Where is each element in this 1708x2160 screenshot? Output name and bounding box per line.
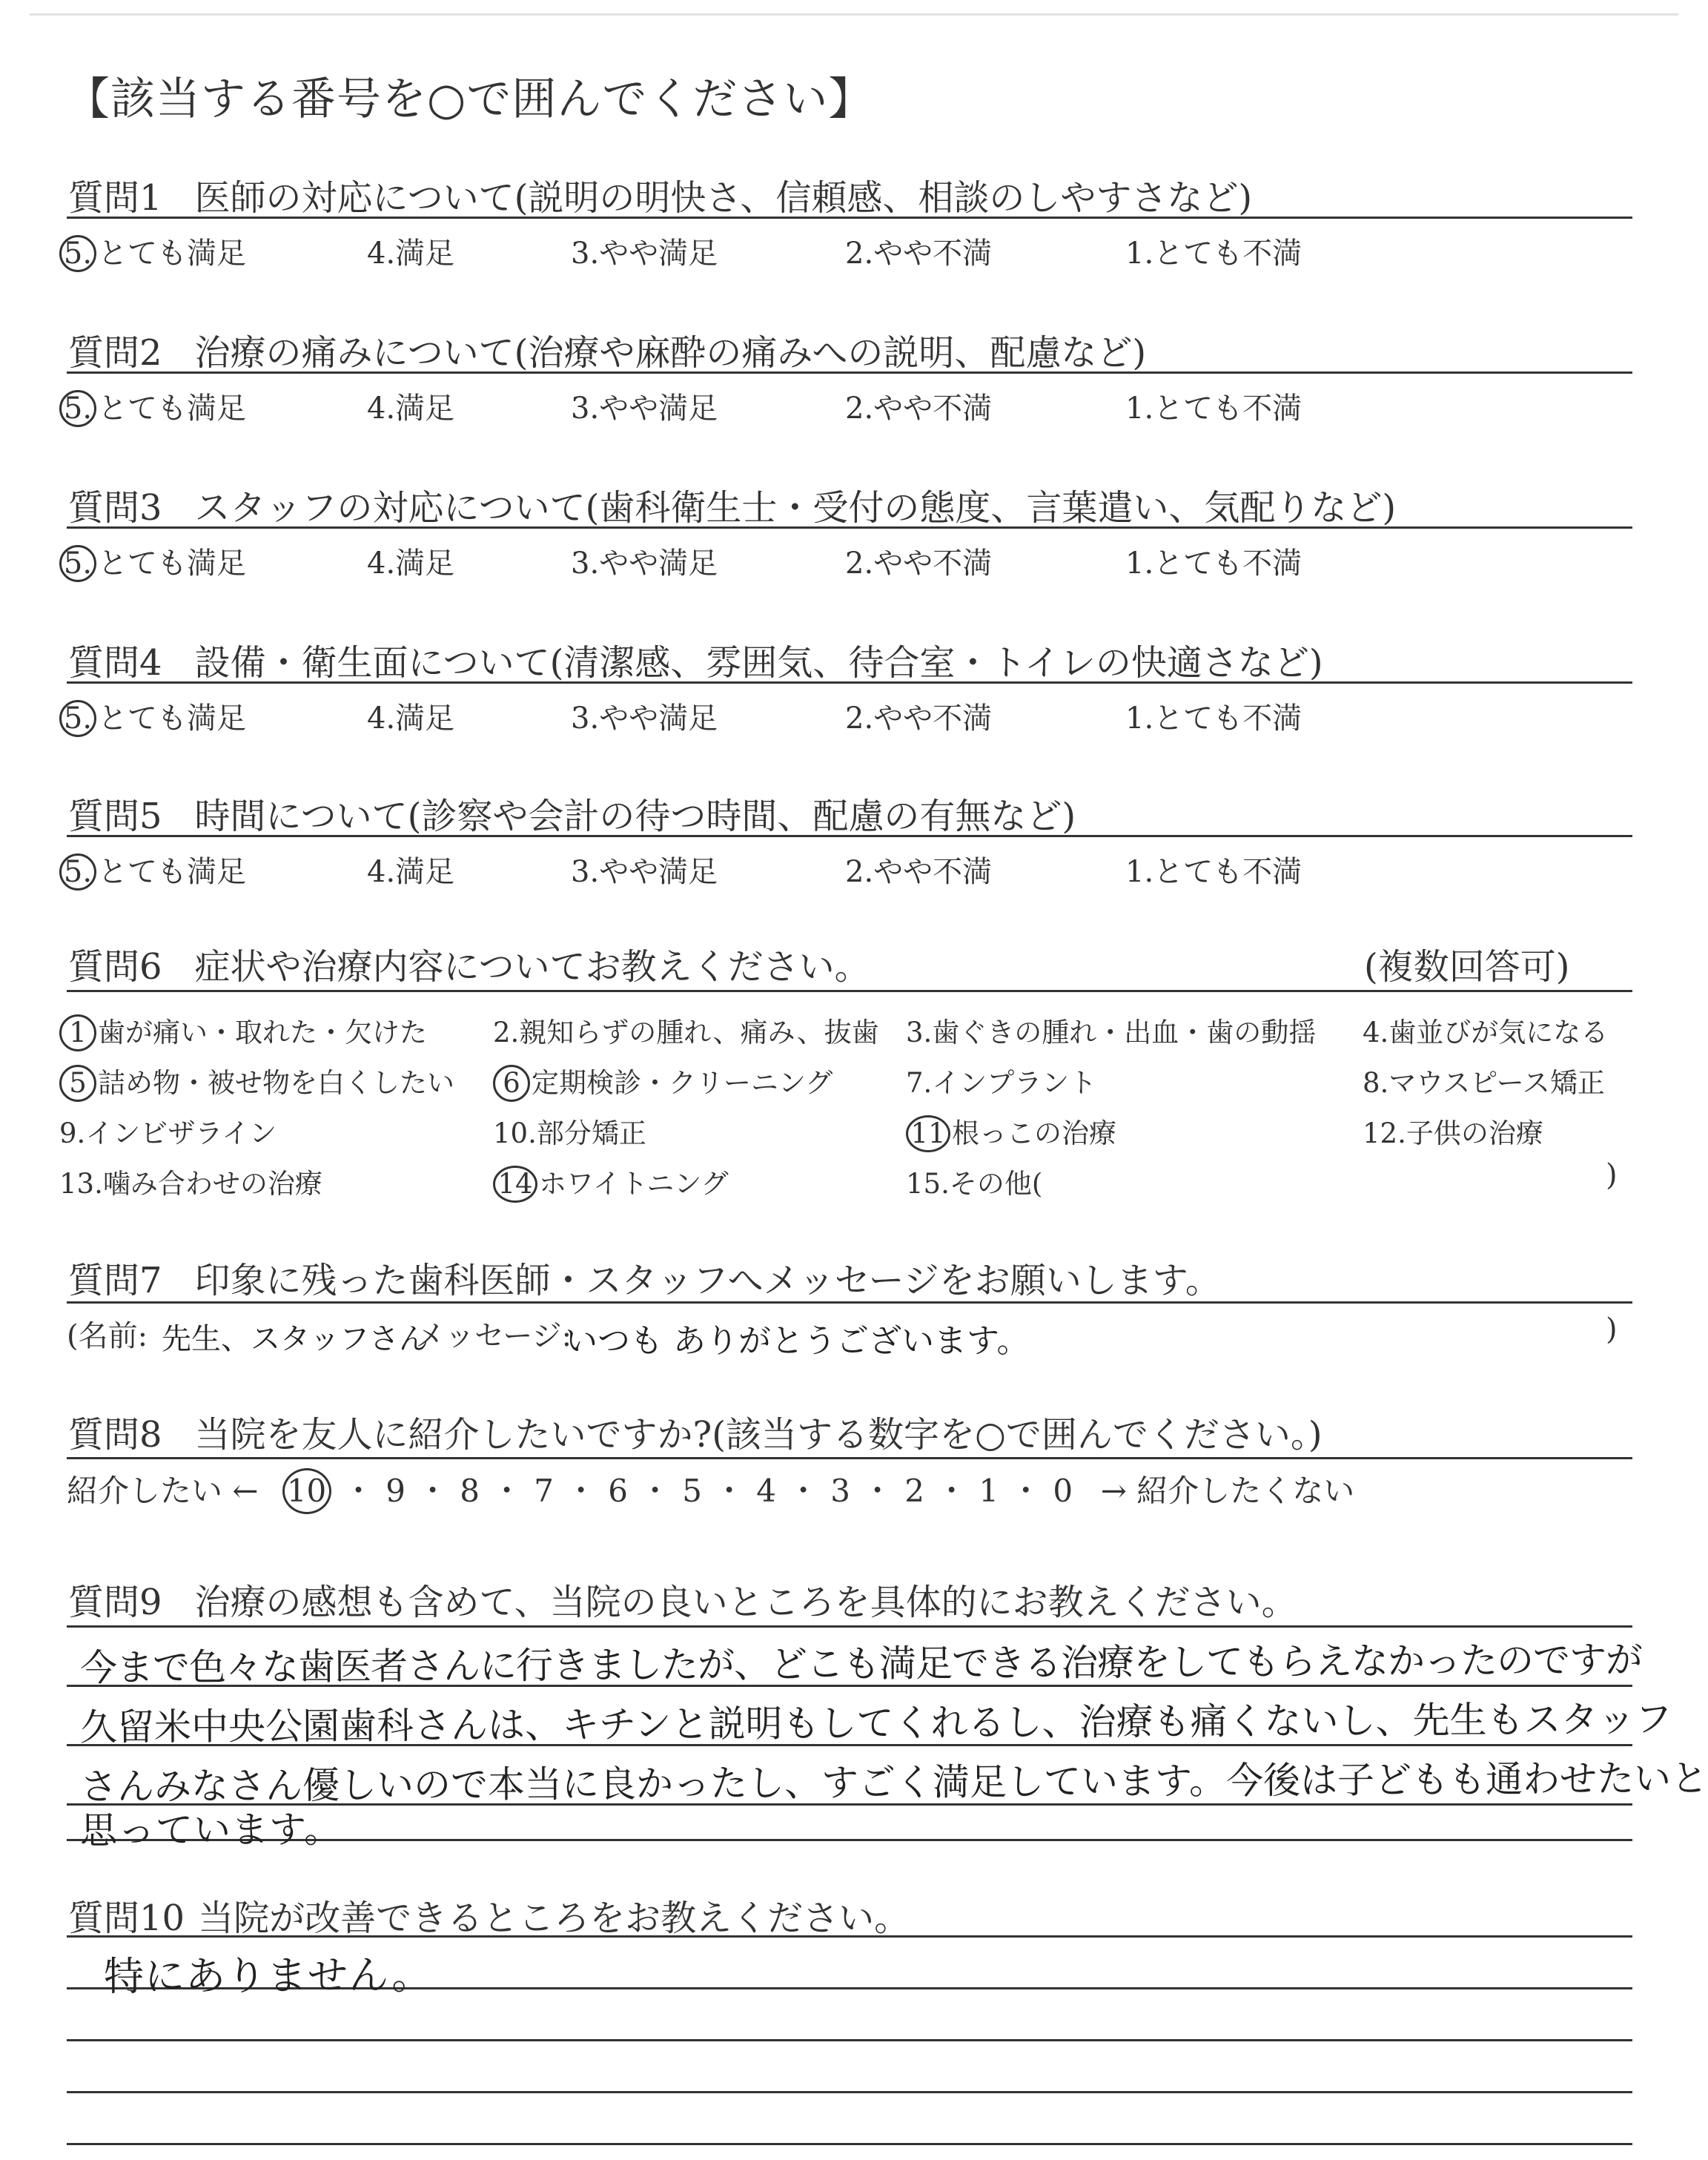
rule-line [67, 2143, 1632, 2145]
handwritten-message: いつも ありがとうございます。 [565, 1322, 1030, 1360]
message-label: メッセージ: [415, 1319, 572, 1353]
rating-option[interactable]: 2.やや不満 [845, 546, 993, 581]
scale-numbers [282, 1467, 1074, 1514]
question-6-title [68, 938, 870, 989]
option-label: とても満足 [98, 546, 246, 581]
option-label: ホワイトニング [539, 1168, 729, 1200]
rating-option[interactable]: 4.満足 [367, 855, 455, 889]
rating-option[interactable]: 3.やや満足 [571, 546, 718, 581]
selected-circle: 5. [59, 700, 96, 737]
handwritten-answer-line: 今まで色々な歯医者さんに行きましたが、どこも満足できる治療をしてもらえなかったのですが [79, 1638, 1643, 1690]
symptom-option[interactable] [59, 1010, 427, 1051]
rule-line [67, 990, 1632, 992]
rating-option[interactable]: 1.とても不満 [1125, 701, 1302, 736]
rule-line [67, 1625, 1632, 1628]
option-label: インビザライン [85, 1117, 277, 1149]
option-label: 歯並びが気になる [1388, 1017, 1609, 1048]
scale-left-label: 紹介したい ← [67, 1473, 259, 1509]
question-text: 時間について(診察や会計の待つ時間、配慮の有無など) [194, 796, 1076, 837]
scale-separator: ・ [1010, 1473, 1042, 1509]
rule-line [67, 2091, 1632, 2093]
question-number: 質問7 [68, 1260, 162, 1301]
rating-option[interactable]: 1.とても不満 [1125, 546, 1302, 581]
question-9-title [68, 1573, 1297, 1625]
rule-line [67, 371, 1632, 374]
scale-number[interactable]: 9 [385, 1473, 406, 1509]
rule-line [67, 1457, 1632, 1459]
question-text: 医師の対応について(説明の明快さ、信頼感、相談のしやすさなど) [194, 177, 1253, 219]
rating-option[interactable]: 4.満足 [367, 701, 455, 736]
symptom-option[interactable] [1363, 1010, 1608, 1050]
selected-circle: 5 [59, 1065, 96, 1102]
option-number: 10. [493, 1117, 537, 1149]
selected-circle: 5. [59, 545, 96, 582]
option-label: 定期検診・クリーニング [532, 1067, 833, 1099]
option-label: 根っこの治療 [952, 1117, 1116, 1149]
rule-line [67, 835, 1632, 837]
option-number: 4. [1363, 1017, 1389, 1048]
option-label: 子供の治療 [1406, 1117, 1543, 1149]
option-number: 12. [1363, 1117, 1406, 1149]
question-text: 治療の痛みについて(治療や麻酔の痛みへの説明、配慮など) [194, 332, 1147, 374]
question-1-title [68, 169, 1252, 220]
scale-number[interactable]: 7 [534, 1473, 554, 1509]
question-5-title [68, 787, 1076, 839]
question-text: 当院を友人に紹介したいですか?(該当する数字を○で囲んでください。) [194, 1414, 1323, 1456]
scale-number[interactable]: 1 [979, 1473, 999, 1509]
rule-line [67, 1301, 1632, 1304]
option-number: 15. [906, 1168, 950, 1200]
scale-separator: ・ [417, 1473, 448, 1509]
symptom-option[interactable] [59, 1060, 454, 1102]
selected-circle: 5. [59, 235, 96, 272]
option-number: 2. [493, 1017, 520, 1048]
symptom-option[interactable] [1363, 1060, 1605, 1100]
option-label: その他( [949, 1168, 1043, 1200]
option-label: 噛み合わせの治療 [102, 1168, 322, 1200]
rating-option[interactable] [59, 848, 246, 891]
symptom-option[interactable] [1363, 1111, 1543, 1151]
rating-option[interactable]: 3.やや満足 [571, 701, 718, 736]
rule-line [67, 526, 1632, 529]
rating-option[interactable]: 2.やや不満 [845, 237, 993, 271]
rating-option[interactable]: 3.やや満足 [571, 855, 718, 889]
rating-option[interactable]: 1.とても不満 [1125, 855, 1302, 889]
option-number: 8. [1363, 1067, 1389, 1099]
selected-circle: 11 [906, 1115, 950, 1152]
rating-option[interactable]: 1.とても不満 [1125, 237, 1302, 271]
selected-circle: 6 [493, 1065, 530, 1102]
scale-separator: ・ [787, 1473, 819, 1509]
option-label: マウスピース矯正 [1388, 1067, 1605, 1099]
handwritten-answer-line: 思っています。 [79, 1808, 342, 1852]
rating-option[interactable] [59, 230, 246, 272]
scale-separator: ・ [713, 1473, 745, 1509]
question-text: 設備・衛生面について(清潔感、雰囲気、待合室・トイレの快適さなど) [194, 642, 1323, 684]
scale-number[interactable]: 2 [904, 1473, 925, 1509]
option-number: 13. [59, 1168, 103, 1200]
question-text: スタッフの対応について(歯科衛生士・受付の態度、言葉遣い、気配りなど) [194, 487, 1397, 529]
rule-line [67, 2039, 1632, 2041]
rating-option[interactable]: 3.やや満足 [571, 392, 718, 426]
symptom-option[interactable] [493, 1010, 879, 1050]
rule-line [67, 1935, 1632, 1938]
scale-separator: ・ [342, 1473, 374, 1509]
handwritten-answer-line: 久留米中央公園歯科さんは、キチンと説明もしてくれるし、治療も痛くないし、先生もスタッフ [79, 1697, 1672, 1749]
question-4-title [68, 634, 1323, 685]
scale-separator: ・ [639, 1473, 671, 1509]
option-label: とても満足 [98, 237, 246, 271]
scale-separator: ・ [491, 1473, 523, 1509]
selected-circle: 5. [59, 390, 96, 427]
symptom-option[interactable] [906, 1060, 1096, 1100]
scale-number[interactable]: 6 [608, 1473, 628, 1509]
rating-option[interactable]: 2.やや不満 [845, 701, 993, 736]
rating-option[interactable] [59, 695, 246, 737]
question-number: 質問3 [68, 487, 162, 529]
option-label: 部分矯正 [536, 1117, 646, 1149]
other-close-paren: ) [1606, 1158, 1618, 1192]
option-label: 歯が痛い・取れた・欠けた [98, 1017, 427, 1048]
question-number: 質問9 [68, 1582, 162, 1623]
rating-option[interactable] [59, 385, 246, 427]
rule-line [67, 681, 1632, 684]
option-label: 歯ぐきの腫れ・出血・歯の動揺 [932, 1017, 1317, 1048]
question-3-title [68, 479, 1396, 530]
scale-separator: ・ [936, 1473, 967, 1509]
question-10-title [68, 1889, 910, 1941]
symptom-option[interactable] [59, 1161, 322, 1201]
symptom-option[interactable] [493, 1111, 646, 1151]
symptom-option[interactable] [906, 1161, 1042, 1201]
rating-option[interactable]: 4.満足 [367, 237, 455, 271]
question-number: 質問5 [68, 796, 162, 837]
page-heading: 【該当する番号を○で囲んでください】 [65, 73, 874, 125]
symptom-option[interactable] [906, 1111, 1116, 1152]
question-number: 質問1 [68, 177, 162, 219]
symptom-option[interactable] [906, 1010, 1316, 1050]
option-label: 詰め物・被せ物を白くしたい [98, 1067, 454, 1099]
rule-line [67, 217, 1632, 219]
top-border [30, 13, 1678, 16]
question-8-title [68, 1406, 1323, 1457]
symptom-option[interactable] [493, 1161, 729, 1203]
question-text: 印象に残った歯科医師・スタッフへメッセージをお願いします。 [194, 1260, 1221, 1301]
symptom-option[interactable] [59, 1111, 277, 1151]
rating-option[interactable]: 2.やや不満 [845, 855, 993, 889]
question-text: 当院が改善できるところをお教えください。 [198, 1898, 910, 1939]
scale-separator: ・ [861, 1473, 893, 1509]
option-number: 9. [59, 1117, 86, 1149]
multi-answer-note: (複数回答可) [1364, 946, 1570, 988]
selected-circle: 1 [59, 1014, 96, 1051]
question-7-title [68, 1252, 1221, 1303]
scale-number[interactable]: 3 [830, 1473, 851, 1509]
rating-option[interactable]: 2.やや不満 [845, 392, 993, 426]
option-number: 3. [906, 1017, 933, 1048]
scale-number[interactable]: 4 [756, 1473, 776, 1509]
rating-option[interactable] [59, 540, 246, 582]
handwritten-answer-line: さんみなさん優しいので本当に良かったし、すごく満足しています。今後は子どもも通わせたいと [79, 1757, 1708, 1809]
question-number: 質問2 [68, 332, 162, 374]
rating-option[interactable]: 4.満足 [367, 392, 455, 426]
rating-option[interactable]: 1.とても不満 [1125, 392, 1302, 426]
question-number: 質問6 [68, 946, 162, 988]
handwritten-answer-line: 特にありません。 [103, 1951, 433, 2001]
question-number: 質問8 [68, 1414, 162, 1456]
scale-separator: ・ [565, 1473, 597, 1509]
handwritten-name: 先生、スタッフさん [162, 1322, 428, 1356]
rating-option[interactable]: 4.満足 [367, 546, 455, 581]
scale-number[interactable]: 8 [460, 1473, 480, 1509]
recommend-scale [67, 1467, 1631, 1514]
name-label: (名前: [67, 1319, 148, 1353]
question-text: 治療の感想も含めて、当院の良いところを具体的にお教えください。 [194, 1582, 1297, 1623]
option-label: とても満足 [98, 701, 246, 736]
selected-circle: 5. [59, 853, 96, 891]
question-number: 質問10 [68, 1898, 185, 1939]
message-close-paren: ) [1606, 1312, 1618, 1347]
scale-number[interactable]: 5 [682, 1473, 702, 1509]
rating-option[interactable]: 3.やや満足 [571, 237, 718, 271]
option-label: とても満足 [98, 855, 246, 889]
selected-circle[interactable]: 10 [282, 1468, 331, 1514]
scale-right-label: → 紹介したくない [1100, 1473, 1355, 1509]
selected-circle: 14 [493, 1166, 537, 1203]
question-2-title [68, 324, 1146, 375]
option-label: とても満足 [98, 392, 246, 426]
option-label: インプラント [932, 1067, 1097, 1099]
question-number: 質問4 [68, 642, 162, 684]
symptom-option[interactable] [493, 1060, 833, 1102]
option-number: 7. [906, 1067, 933, 1099]
question-text: 症状や治療内容についてお教えください。 [194, 946, 870, 988]
option-label: 親知らずの腫れ、痛み、抜歯 [519, 1017, 879, 1048]
scale-number[interactable]: 0 [1053, 1473, 1073, 1509]
